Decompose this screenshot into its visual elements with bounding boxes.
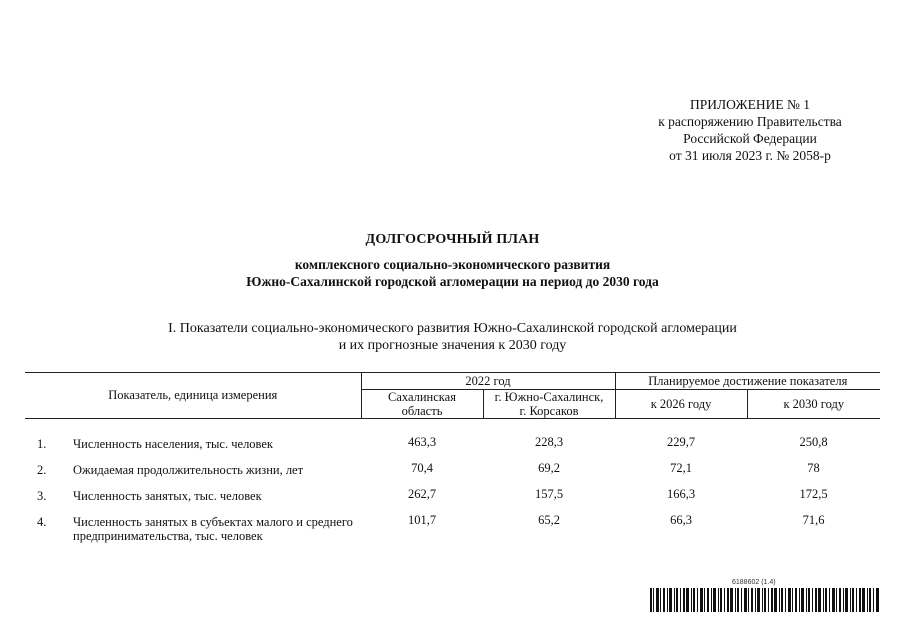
header-col-city-line-1: г. Южно-Сахалинск, [494,390,604,404]
subtitle-line-2: Южно-Сахалинской городской агломерации на период до 2030 года [246,274,659,289]
section-heading [0,320,905,354]
header-indicator: Показатель, единица измерения [25,373,361,419]
header-col-region [361,390,483,419]
row-indicator-name-line-1: Численность занятых в субъектах малого и среднего [73,515,353,529]
row-value-region: 463,3 [407,435,437,449]
header-col-city-line-2: г. Корсаков [519,404,579,418]
row-indicator-name: Численность населения, тыс. человек [73,437,274,451]
row-value-2026: 229,7 [666,435,696,449]
document-subtitle [0,256,905,290]
row-value-city: 65,2 [538,513,560,527]
header-group-planned: Планируемое достижение показателя [615,373,880,390]
row-value-2026: 166,3 [666,487,696,501]
row-value-2030: 71,6 [802,513,825,527]
appendix-line-order: к распоряжению Правительства [658,114,842,129]
row-number: 3. [37,489,47,503]
row-value-region: 101,7 [407,513,437,527]
document-code: 6188602 (1.4) [732,579,776,586]
row-value-2026: 66,3 [670,513,692,527]
row-value-2030: 78 [807,461,820,475]
document-title: ДОЛГОСРОЧНЫЙ ПЛАН [365,232,540,247]
row-value-city: 228,3 [534,435,564,449]
section-heading-line-2: и их прогнозные значения к 2030 году [338,338,567,353]
row-value-region: 70,4 [411,461,433,475]
header-col-city [483,390,615,419]
header-col-region-line-1: Сахалинская [388,390,456,404]
subtitle-line-1: комплексного социально-экономического развития [294,257,611,272]
row-value-city: 157,5 [534,487,564,501]
row-value-2030: 250,8 [799,435,828,449]
row-value-2026: 72,1 [670,461,692,475]
row-value-city: 69,2 [538,461,560,475]
row-number: 4. [37,515,47,529]
header-group-2022: 2022 год [361,373,615,390]
table-row [25,511,880,543]
row-indicator-name: Ожидаемая продолжительность жизни, лет [73,463,304,477]
row-indicator-name-line-2: предпринимательства, тыс. человек [73,529,263,543]
header-col-region-line-2: область [401,404,443,418]
header-col-2030: к 2030 году [783,397,845,411]
appendix-title: ПРИЛОЖЕНИЕ № 1 [689,97,811,112]
header-col-2026: к 2026 году [615,390,747,419]
table-row [25,485,880,511]
row-indicator-cell [25,485,361,511]
row-number: 1. [37,437,47,451]
row-value-2030: 172,5 [799,487,828,501]
section-heading-line-1: I. Показатели социально-экономического развития Южно-Сахалинской городской агломерации [168,321,737,336]
appendix-block [590,96,905,164]
row-indicator-cell [25,433,361,459]
table-row [25,433,880,459]
appendix-line-date: от 31 июля 2023 г. № 2058-р [669,148,831,163]
table-spacer [25,419,880,434]
row-indicator-cell [25,459,361,485]
table-row [25,459,880,485]
indicators-table [25,372,880,543]
barcode-icon [650,588,880,612]
row-indicator-name [73,513,361,543]
row-indicator-cell [25,511,361,543]
row-indicator-name: Численность занятых, тыс. человек [73,489,262,503]
appendix-line-government: Российской Федерации [683,131,817,146]
row-value-region: 262,7 [407,487,437,501]
row-number: 2. [37,463,47,477]
